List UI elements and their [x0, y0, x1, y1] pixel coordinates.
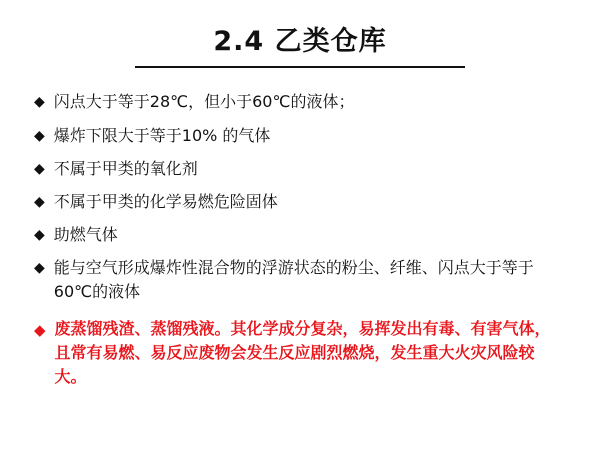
list-item [34, 157, 566, 180]
diamond-bullet-icon: ◆ [34, 193, 45, 210]
list-item [34, 190, 566, 213]
diamond-bullet-icon: ◆ [34, 260, 45, 277]
list-item-text: 能与空气形成爆炸性混合物的浮游状态的粉尘、纤维、闪点大于等于60℃的液体 [53, 258, 534, 301]
diamond-bullet-icon: ◆ [34, 94, 45, 111]
list-item-text: 废蒸馏残渣、蒸馏残液。其化学成分复杂，易挥发出有毒、有害气体，且常有易燃、易反应废物会发生反应剧烈燃烧，发生重大火灾风险较大。 [54, 318, 551, 386]
list-item-text: 闪点大于等于28℃，但小于60℃的液体； [53, 92, 355, 112]
list-item-text: 助燃气体 [53, 225, 118, 245]
diamond-bullet-icon: ◆ [34, 127, 45, 144]
bullet-list [0, 68, 600, 388]
list-item [34, 124, 566, 147]
list-item [34, 256, 566, 302]
list-item-text: 不属于甲类的氧化剂 [53, 158, 198, 178]
page-title: 2.4 乙类仓库 [213, 26, 387, 57]
diamond-bullet-icon: ◆ [34, 227, 45, 244]
diamond-bullet-icon: ◆ [34, 160, 45, 177]
diamond-bullet-icon: ◆ [34, 320, 46, 339]
list-item-highlighted [34, 317, 566, 389]
list-item [34, 223, 566, 246]
list-item-text: 不属于甲类的化学易燃危险固体 [53, 191, 278, 211]
list-item [34, 90, 566, 113]
list-item-text: 爆炸下限大于等于10% 的气体 [53, 125, 271, 145]
